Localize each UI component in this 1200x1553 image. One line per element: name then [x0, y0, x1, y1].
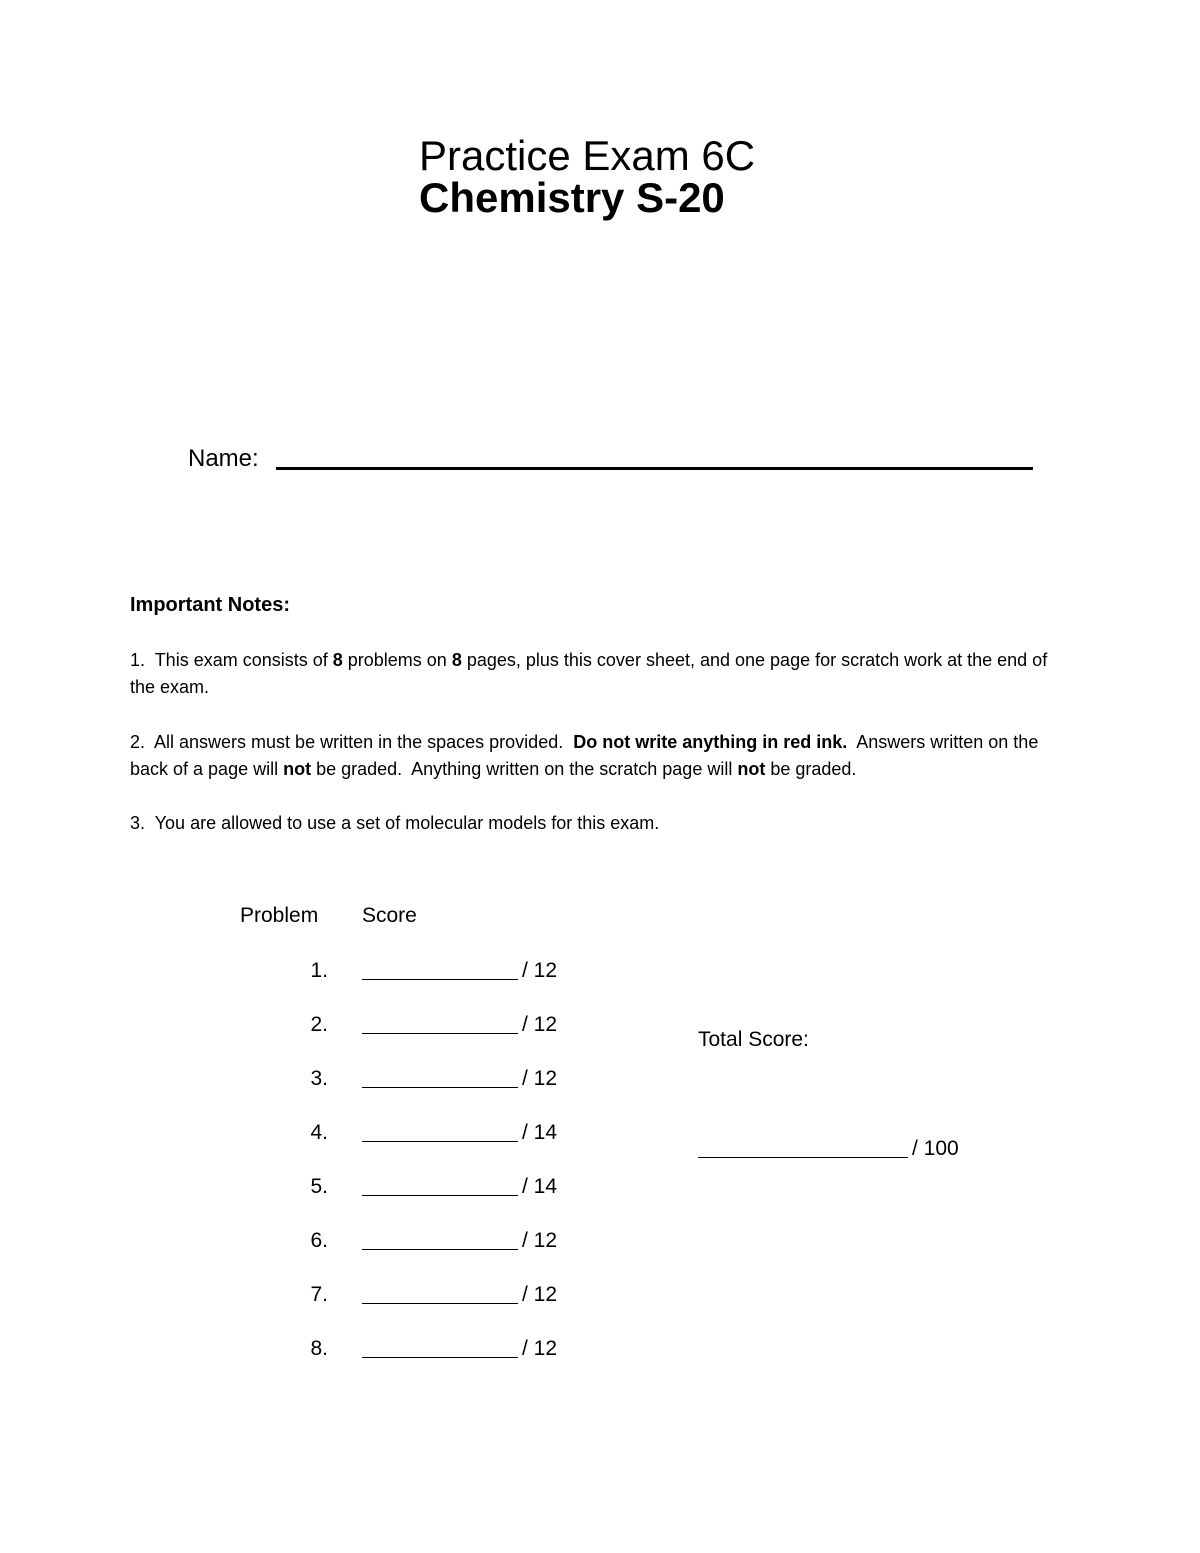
note-text: pages, plus this cover sheet, and one page for scratch work at the end of the exam. — [130, 650, 1053, 697]
problem-column-header: Problem — [240, 904, 319, 927]
problem-number: 8. — [310, 1337, 328, 1360]
note-emphasis: Do not write anything in red ink. — [573, 732, 848, 752]
problem-number: 7. — [310, 1283, 328, 1306]
score-row — [0, 1066, 700, 1096]
problem-number: 2. — [310, 1013, 328, 1036]
note-emphasis: 8 — [451, 650, 462, 670]
problem-number: 1. — [310, 959, 328, 982]
total-score-blank[interactable] — [698, 1157, 908, 1158]
name-field-line[interactable] — [276, 467, 1033, 470]
score-blank[interactable] — [362, 1249, 518, 1250]
course-title: Chemistry S-20 — [419, 174, 725, 221]
note-text: be graded. — [765, 759, 857, 779]
score-row — [0, 1120, 700, 1150]
problem-number: 3. — [310, 1067, 328, 1090]
note-text: 1. This exam consists of — [130, 650, 333, 670]
score-column-header: Score — [362, 904, 417, 927]
max-points: / 12 — [522, 1283, 558, 1306]
max-points: / 12 — [522, 1067, 558, 1090]
score-row — [0, 1336, 700, 1366]
score-blank[interactable] — [362, 1141, 518, 1142]
score-blank[interactable] — [362, 1195, 518, 1196]
note-item-1 — [130, 647, 1070, 701]
note-item-3 — [130, 810, 1070, 837]
score-blank[interactable] — [362, 1033, 518, 1034]
score-blank[interactable] — [362, 979, 518, 980]
max-points: / 12 — [522, 1337, 558, 1360]
max-points: / 12 — [522, 1229, 558, 1252]
max-points: / 12 — [522, 1013, 558, 1036]
note-emphasis: not — [283, 759, 312, 779]
note-text: problems on — [342, 650, 452, 670]
note-text: be graded. Anything written on the scratch page will — [311, 759, 738, 779]
max-points: / 14 — [522, 1175, 558, 1198]
note-emphasis: 8 — [332, 650, 343, 670]
name-label: Name: — [188, 445, 259, 472]
notes-heading: Important Notes: — [130, 594, 290, 616]
total-max-points: / 100 — [912, 1137, 959, 1160]
max-points: / 14 — [522, 1121, 558, 1144]
score-row — [0, 1282, 700, 1312]
total-score-label: Total Score: — [698, 1028, 809, 1051]
max-points: / 12 — [522, 959, 558, 982]
score-row — [0, 958, 700, 988]
score-row — [0, 1012, 700, 1042]
score-blank[interactable] — [362, 1357, 518, 1358]
note-text: 2. All answers must be written in the spaces provided. — [130, 732, 574, 752]
problem-number: 5. — [310, 1175, 328, 1198]
problem-number: 6. — [310, 1229, 328, 1252]
note-text: 3. You are allowed to use a set of molecular models for this exam. — [130, 813, 660, 833]
note-item-2 — [130, 729, 1070, 783]
note-emphasis: not — [737, 759, 766, 779]
problem-number: 4. — [310, 1121, 328, 1144]
score-blank[interactable] — [362, 1087, 518, 1088]
note-text: Answers written on the back of a page will — [130, 732, 1044, 779]
score-blank[interactable] — [362, 1303, 518, 1304]
exam-title: Practice Exam 6C — [419, 132, 756, 179]
score-row — [0, 1228, 700, 1258]
score-row — [0, 1174, 700, 1204]
